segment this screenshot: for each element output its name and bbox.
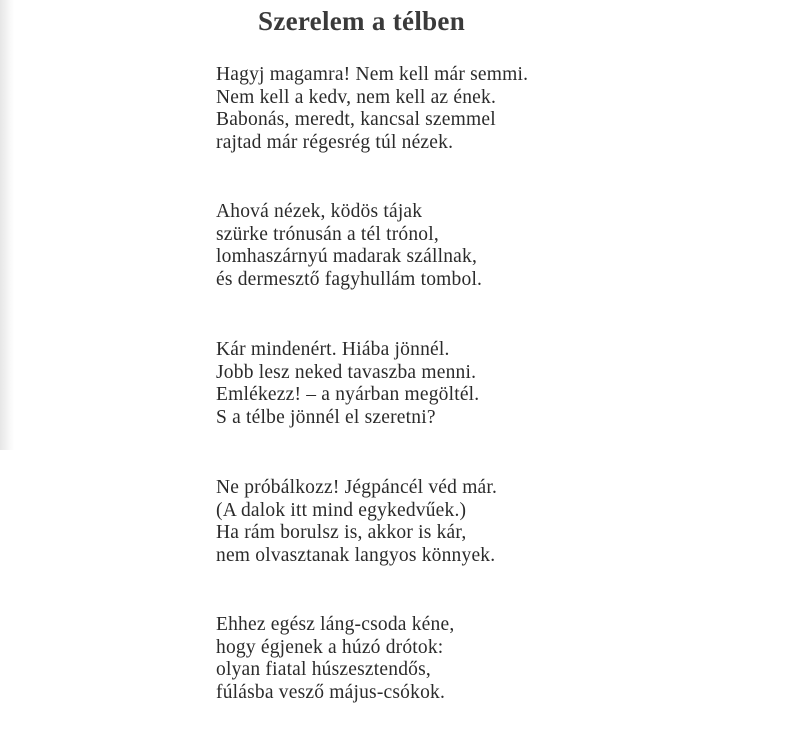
poem-title: Szerelem a télben xyxy=(258,6,466,36)
stanza-2 xyxy=(216,201,482,291)
poem-line: Ahová nézek, ködös tájak xyxy=(216,201,423,222)
poem-line: szürke trónusán a tél trónol, xyxy=(216,223,439,245)
stanza-3 xyxy=(216,339,479,429)
stanza-5 xyxy=(216,614,454,704)
poem-line: Jobb lesz neked tavaszba menni. xyxy=(216,361,477,383)
poem-line: S a télbe jönnél el szeretni? xyxy=(216,406,436,428)
poem-line: lomhaszárnyú madarak szállnak, xyxy=(216,246,478,267)
poem-line: nem olvasztanak langyos könnyek. xyxy=(216,544,496,566)
stanza-4 xyxy=(216,477,497,567)
poem-line: Kár mindenért. Hiába jönnél. xyxy=(216,339,450,360)
poem-line: Ehhez egész láng-csoda kéne, xyxy=(216,614,455,635)
poem-line: Emlékezz! – a nyárban megöltél. xyxy=(216,384,480,405)
poem-line: Ha rám borulsz is, akkor is kár, xyxy=(216,522,467,543)
page-edge-shadow xyxy=(0,0,14,450)
poem-line: fúlásba vesző május-csókok. xyxy=(216,681,446,703)
stanza-1 xyxy=(216,64,528,154)
poem-line: Babonás, meredt, kancsal szemmel xyxy=(216,109,496,130)
poem-line: és dermesztő fagyhullám tombol. xyxy=(216,268,483,290)
poem-line: rajtad már régesrég túl nézek. xyxy=(216,131,454,153)
poem-line: Nem kell a kedv, nem kell az ének. xyxy=(216,86,497,108)
poem-line: (A dalok itt mind egykedvűek.) xyxy=(216,499,467,521)
poem-line: hogy égjenek a húzó drótok: xyxy=(216,636,444,658)
poem-line: olyan fiatal húszesztendős, xyxy=(216,659,431,680)
poem-line: Ne próbálkozz! Jégpáncél véd már. xyxy=(216,477,498,498)
poem-line: Hagyj magamra! Nem kell már semmi. xyxy=(216,64,529,85)
